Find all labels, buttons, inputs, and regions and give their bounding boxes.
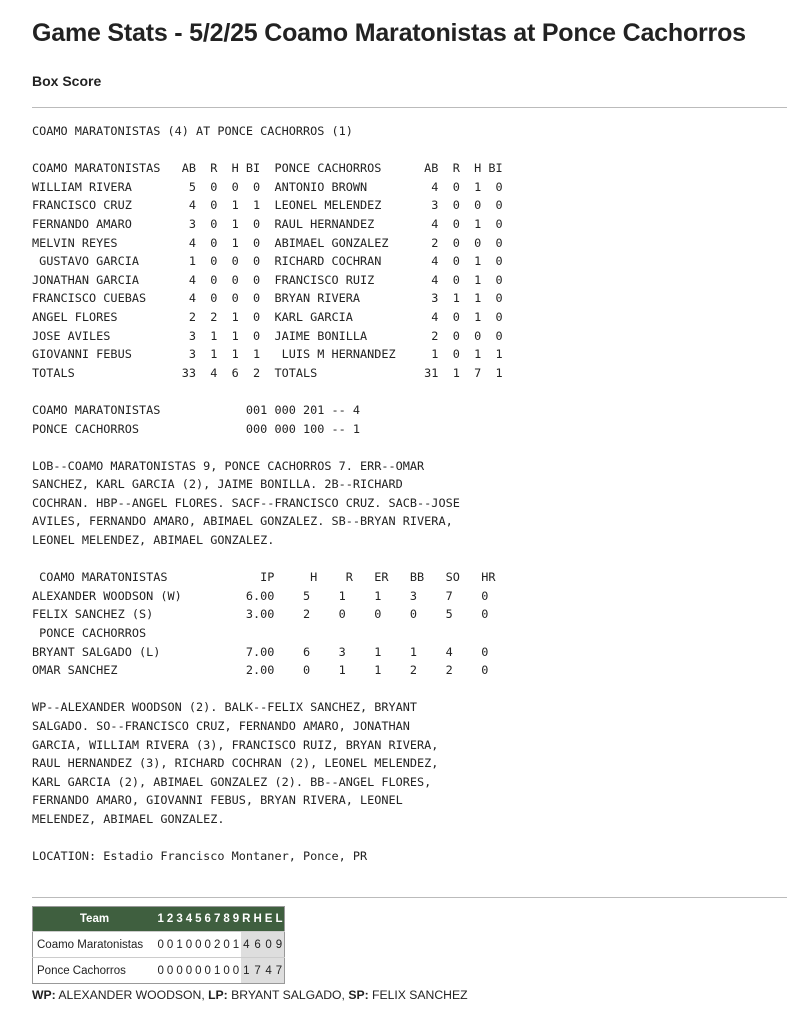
linescore-row-coamo <box>33 932 285 958</box>
linescore-runs-cell: 1 <box>241 958 252 984</box>
linescore-inning-cell: 0 <box>194 958 203 984</box>
linescore-inning-cell: 0 <box>194 932 203 958</box>
linescore-header-inning: 4 <box>184 907 193 932</box>
linescore-inning-cell: 0 <box>203 932 212 958</box>
linescore-header-runs: R <box>241 907 252 932</box>
linescore-header-inning: 5 <box>194 907 203 932</box>
linescore-team-name: Coamo Maratonistas <box>33 932 157 958</box>
box-score-text: COAMO MARATONISTAS (4) AT PONCE CACHORROS (1) COAMO MARATONISTAS AB R H BI PONCE CACHORROS AB R H BI WILLIAM RIVERA 5 0 0 0 ANTONIO BROWN 4 0 1 0 FRANCISCO CRUZ 4 0 1 1 LEONEL MELENDEZ 3 0 0 0 FERNANDO AMARO 3 0 1 0 RAUL HERNANDEZ 4 0 1 0 MELVIN REYES 4 0 1 0 ABIMAEL GONZALEZ 2 0 0 0 GUSTAVO GARCIA 1 0 0 0 RICHARD COCHRAN 4 0 1 0 JONATHAN GARCIA 4 0 0 0 FRANCISCO RUIZ 4 0 1 0 FRANCISCO CUEBAS 4 0 0 0 BRYAN RIVERA 3 1 1 0 ANGEL FLORES 2 2 1 0 KARL GARCIA 4 0 1 0 JOSE AVILES 3 1 1 0 JAIME BONILLA 2 0 0 0 GIOVANNI FEBUS 3 1 1 1 LUIS M HERNANDEZ 1 0 1 1 TOTALS 33 4 6 2 TOTALS 31 1 7 1 COAMO MARATONISTAS 001 000 201 -- 4 PONCE CACHORROS 000 000 100 -- 1 LOB--COAMO MARATONISTAS 9, PONCE CACHORROS 7. ERR--OMAR SANCHEZ, KARL GARCIA (2), JAIME BONILLA. 2B--RICHARD COCHRAN. HBP--ANGEL FLORES. SACF--FRANCISCO CRUZ. SACB--JOSE AVILES, FERNANDO AMARO, ABIMAEL GONZALEZ. SB--BRYAN RIVERA, LEONEL MELENDEZ, ABIMAEL GONZALEZ. COAMO MARATONISTAS IP H R ER BB SO HR ALEXANDER WOODSON (W) 6.00 5 1 1 3 7 0 FELIX SANCHEZ (S) 3.00 2 0 0 0 5 0 PONCE CACHORROS BRYANT SALGADO (L) 7.00 6 3 1 1 4 0 OMAR SANCHEZ 2.00 0 1 1 2 2 0 WP--ALEXANDER WOODSON (2). BALK--FELIX SANCHEZ, BRYANT SALGADO. SO--FRANCISCO CRUZ, FERNANDO AMARO, JONATHAN GARCIA, WILLIAM RIVERA (3), FRANCISCO RUIZ, BRYAN RIVERA, RAUL HERNANDEZ (3), RICHARD COCHRAN (2), LEONEL MELENDEZ, KARL GARCIA (2), ABIMAEL GONZALEZ (2). BB--ANGEL FLORES, FERNANDO AMARO, GIOVANNI FEBUS, BRYAN RIVERA, LEONEL MELENDEZ, ABIMAEL GONZALEZ. LOCATION: Estadio Francisco Montaner, Ponce, PR <box>32 124 503 864</box>
linescore-inning-cell: 0 <box>222 932 231 958</box>
sp-label: SP: <box>348 988 369 1002</box>
linescore-hits-cell: 6 <box>252 932 263 958</box>
linescore-header-inning: 2 <box>165 907 174 932</box>
wp-label: WP: <box>32 988 56 1002</box>
linescore-inning-cell: 0 <box>156 958 165 984</box>
linescore-header-inning: 3 <box>175 907 184 932</box>
linescore-header-inning: 8 <box>222 907 231 932</box>
linescore-inning-cell: 0 <box>222 958 231 984</box>
linescore-header-inning: 9 <box>231 907 240 932</box>
linescore-header-row <box>33 907 285 932</box>
linescore-inning-cell: 1 <box>231 932 240 958</box>
save-pitcher: FELIX SANCHEZ <box>372 988 468 1002</box>
linescore-inning-cell: 0 <box>156 932 165 958</box>
linescore-hits-cell: 7 <box>252 958 263 984</box>
linescore-header-hits: H <box>252 907 263 932</box>
linescore-runs-cell: 4 <box>241 932 252 958</box>
linescore-inning-cell: 2 <box>212 932 221 958</box>
linescore-inning-cell: 0 <box>231 958 240 984</box>
linescore-header-lob: L <box>274 907 285 932</box>
linescore-inning-cell: 0 <box>165 932 174 958</box>
linescore-lob-cell: 7 <box>274 958 285 984</box>
pitching-decisions: WP: ALEXANDER WOODSON, LP: BRYANT SALGADO, SP: FELIX SANCHEZ <box>32 988 468 1002</box>
divider <box>32 897 787 898</box>
lp-label: LP: <box>208 988 228 1002</box>
linescore-inning-cell: 1 <box>212 958 221 984</box>
linescore-header-errors: E <box>263 907 274 932</box>
linescore-errors-cell: 0 <box>263 932 274 958</box>
linescore-inning-cell: 0 <box>203 958 212 984</box>
linescore-header-inning: 6 <box>203 907 212 932</box>
linescore-header-inning: 1 <box>156 907 165 932</box>
linescore-header-inning: 7 <box>212 907 221 932</box>
divider <box>32 107 787 108</box>
linescore-header-team: Team <box>33 907 157 932</box>
page-title: Game Stats - 5/2/25 Coamo Maratonistas at Ponce Cachorros <box>32 19 746 47</box>
section-title: Box Score <box>32 73 102 89</box>
linescore-row-ponce <box>33 958 285 984</box>
linescore-lob-cell: 9 <box>274 932 285 958</box>
linescore-inning-cell: 0 <box>184 932 193 958</box>
linescore-inning-cell: 0 <box>184 958 193 984</box>
linescore-inning-cell: 0 <box>175 958 184 984</box>
linescore-inning-cell: 0 <box>165 958 174 984</box>
linescore-team-name: Ponce Cachorros <box>33 958 157 984</box>
winning-pitcher: ALEXANDER WOODSON <box>58 988 202 1002</box>
losing-pitcher: BRYANT SALGADO <box>231 988 342 1002</box>
linescore-errors-cell: 4 <box>263 958 274 984</box>
linescore-inning-cell: 1 <box>175 932 184 958</box>
linescore-table <box>32 906 285 984</box>
